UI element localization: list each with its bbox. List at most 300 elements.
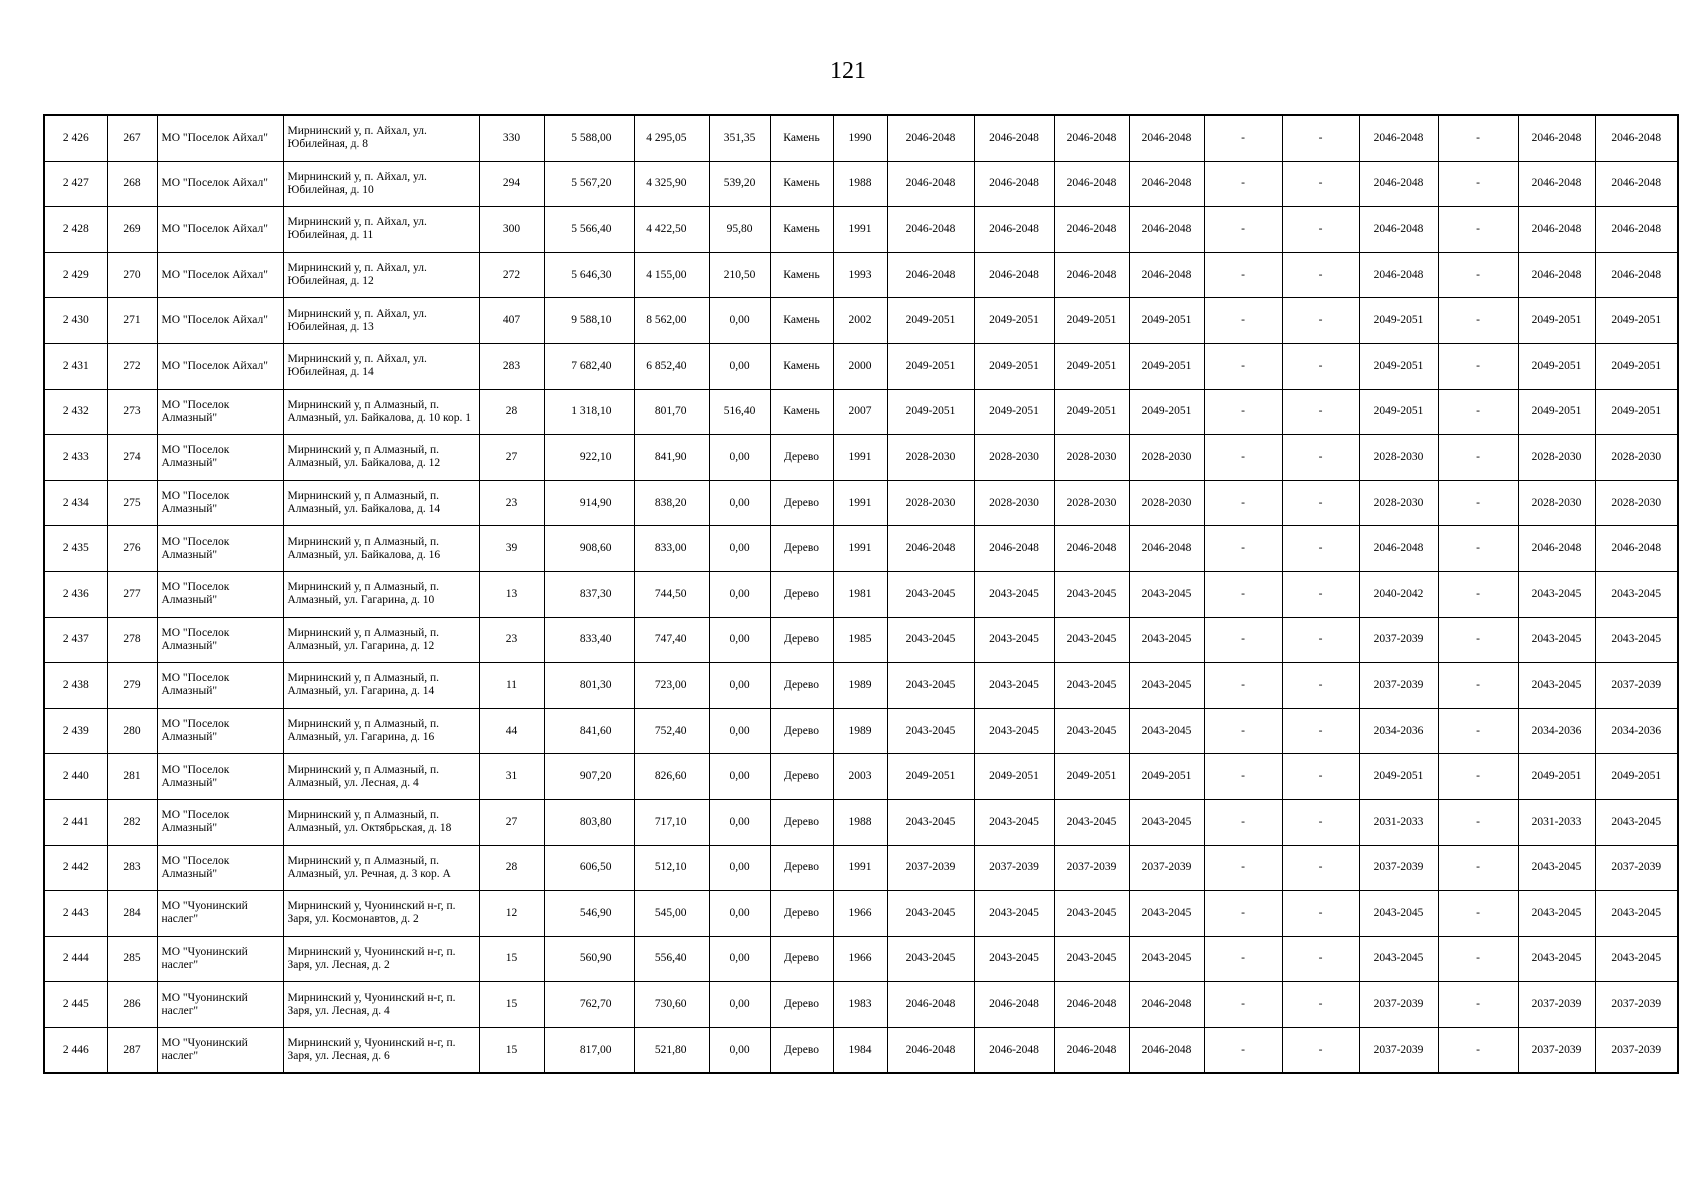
cell-period-hot-water: -: [1282, 982, 1359, 1028]
cell-period-gas: -: [1438, 982, 1518, 1028]
cell-residents: 27: [479, 799, 544, 845]
cell-wall-material: Дерево: [770, 1027, 833, 1073]
cell-address: Мирнинский у, Чуонинский н-г, п. Заря, ул. Лесная, д. 4: [283, 982, 479, 1028]
cell-period-foundation: 2046-2048: [1054, 161, 1129, 207]
cell-period-foundation: 2049-2051: [1054, 389, 1129, 435]
cell-wall-material: Дерево: [770, 617, 833, 663]
cell-build-year: 1966: [833, 936, 887, 982]
cell-build-year: 1991: [833, 435, 887, 481]
cell-build-year: 1985: [833, 617, 887, 663]
cell-residents: 283: [479, 343, 544, 389]
cell-period-basement: 2043-2045: [1595, 617, 1678, 663]
cell-period-sewer: 2028-2030: [1518, 480, 1595, 526]
cell-total-area: 914,90: [544, 480, 634, 526]
cell-period-heating: -: [1204, 799, 1282, 845]
cell-residents: 28: [479, 389, 544, 435]
cell-total-area: 9 588,10: [544, 298, 634, 344]
cell-period-basement: 2043-2045: [1595, 799, 1678, 845]
cell-build-year: 1966: [833, 891, 887, 937]
cell-residents: 27: [479, 435, 544, 481]
cell-period-cold-water: 2031-2033: [1359, 799, 1438, 845]
cell-municipality: МО "Поселок Алмазный": [157, 845, 283, 891]
cell-municipality: МО "Поселок Алмазный": [157, 571, 283, 617]
cell-period-heating: -: [1204, 571, 1282, 617]
cell-item-number: 282: [107, 799, 157, 845]
cell-address: Мирнинский у, п. Айхал, ул. Юбилейная, д. 12: [283, 252, 479, 298]
cell-item-number: 267: [107, 115, 157, 161]
cell-period-roof: 2043-2045: [887, 799, 974, 845]
cell-wall-material: Камень: [770, 252, 833, 298]
cell-item-number: 280: [107, 708, 157, 754]
cell-period-foundation: 2049-2051: [1054, 754, 1129, 800]
cell-period-facade: 2043-2045: [974, 571, 1054, 617]
cell-row-number: 2 445: [44, 982, 107, 1028]
cell-residents: 23: [479, 480, 544, 526]
cell-address: Мирнинский у, п. Айхал, ул. Юбилейная, д. 14: [283, 343, 479, 389]
cell-period-electric: 2043-2045: [1129, 708, 1204, 754]
cell-period-roof: 2037-2039: [887, 845, 974, 891]
cell-period-basement: 2049-2051: [1595, 343, 1678, 389]
cell-period-cold-water: 2037-2039: [1359, 663, 1438, 709]
cell-period-sewer: 2049-2051: [1518, 389, 1595, 435]
cell-period-electric: 2046-2048: [1129, 115, 1204, 161]
cell-build-year: 1988: [833, 799, 887, 845]
cell-period-sewer: 2034-2036: [1518, 708, 1595, 754]
cell-nonresidential-area: 0,00: [709, 845, 770, 891]
cell-period-gas: -: [1438, 526, 1518, 572]
table-row: [44, 115, 1678, 161]
cell-residents: 39: [479, 526, 544, 572]
cell-period-basement: 2046-2048: [1595, 161, 1678, 207]
cell-item-number: 275: [107, 480, 157, 526]
cell-living-area: 4 422,50: [634, 207, 709, 253]
cell-total-area: 908,60: [544, 526, 634, 572]
housing-register-table: [43, 114, 1679, 1074]
cell-address: Мирнинский у, п Алмазный, п. Алмазный, ул. Гагарина, д. 14: [283, 663, 479, 709]
cell-period-basement: 2049-2051: [1595, 298, 1678, 344]
cell-period-hot-water: -: [1282, 435, 1359, 481]
cell-period-heating: -: [1204, 708, 1282, 754]
cell-address: Мирнинский у, Чуонинский н-г, п. Заря, ул. Космонавтов, д. 2: [283, 891, 479, 937]
cell-period-cold-water: 2043-2045: [1359, 891, 1438, 937]
cell-period-hot-water: -: [1282, 708, 1359, 754]
cell-build-year: 2003: [833, 754, 887, 800]
cell-row-number: 2 426: [44, 115, 107, 161]
cell-nonresidential-area: 516,40: [709, 389, 770, 435]
cell-period-electric: 2049-2051: [1129, 389, 1204, 435]
cell-period-facade: 2043-2045: [974, 799, 1054, 845]
table-row: [44, 845, 1678, 891]
cell-row-number: 2 435: [44, 526, 107, 572]
cell-period-gas: -: [1438, 298, 1518, 344]
cell-item-number: 274: [107, 435, 157, 481]
cell-item-number: 284: [107, 891, 157, 937]
cell-period-facade: 2049-2051: [974, 298, 1054, 344]
cell-period-gas: -: [1438, 799, 1518, 845]
cell-living-area: 717,10: [634, 799, 709, 845]
cell-residents: 13: [479, 571, 544, 617]
cell-period-hot-water: -: [1282, 936, 1359, 982]
cell-period-roof: 2046-2048: [887, 526, 974, 572]
cell-period-electric: 2046-2048: [1129, 161, 1204, 207]
cell-period-roof: 2049-2051: [887, 389, 974, 435]
cell-period-electric: 2046-2048: [1129, 252, 1204, 298]
cell-nonresidential-area: 0,00: [709, 982, 770, 1028]
cell-period-electric: 2049-2051: [1129, 754, 1204, 800]
cell-address: Мирнинский у, п Алмазный, п. Алмазный, ул. Речная, д. 3 кор. А: [283, 845, 479, 891]
cell-row-number: 2 429: [44, 252, 107, 298]
cell-period-foundation: 2037-2039: [1054, 845, 1129, 891]
cell-living-area: 512,10: [634, 845, 709, 891]
cell-municipality: МО "Поселок Алмазный": [157, 389, 283, 435]
cell-wall-material: Дерево: [770, 982, 833, 1028]
cell-period-cold-water: 2046-2048: [1359, 207, 1438, 253]
cell-nonresidential-area: 210,50: [709, 252, 770, 298]
cell-address: Мирнинский у, Чуонинский н-г, п. Заря, ул. Лесная, д. 2: [283, 936, 479, 982]
cell-row-number: 2 443: [44, 891, 107, 937]
cell-row-number: 2 442: [44, 845, 107, 891]
cell-total-area: 7 682,40: [544, 343, 634, 389]
cell-period-cold-water: 2043-2045: [1359, 936, 1438, 982]
cell-period-heating: -: [1204, 115, 1282, 161]
cell-period-cold-water: 2049-2051: [1359, 343, 1438, 389]
cell-period-sewer: 2049-2051: [1518, 754, 1595, 800]
cell-wall-material: Дерево: [770, 845, 833, 891]
cell-period-electric: 2043-2045: [1129, 663, 1204, 709]
cell-period-facade: 2028-2030: [974, 435, 1054, 481]
cell-period-facade: 2043-2045: [974, 663, 1054, 709]
cell-period-heating: -: [1204, 298, 1282, 344]
cell-living-area: 556,40: [634, 936, 709, 982]
cell-period-gas: -: [1438, 663, 1518, 709]
cell-period-hot-water: -: [1282, 1027, 1359, 1073]
cell-period-cold-water: 2037-2039: [1359, 617, 1438, 663]
cell-period-cold-water: 2046-2048: [1359, 526, 1438, 572]
cell-wall-material: Камень: [770, 115, 833, 161]
cell-period-foundation: 2043-2045: [1054, 891, 1129, 937]
cell-nonresidential-area: 539,20: [709, 161, 770, 207]
cell-build-year: 1989: [833, 663, 887, 709]
cell-period-cold-water: 2049-2051: [1359, 754, 1438, 800]
cell-living-area: 8 562,00: [634, 298, 709, 344]
cell-build-year: 1988: [833, 161, 887, 207]
cell-row-number: 2 441: [44, 799, 107, 845]
cell-build-year: 2000: [833, 343, 887, 389]
cell-item-number: 269: [107, 207, 157, 253]
cell-item-number: 286: [107, 982, 157, 1028]
cell-period-heating: -: [1204, 754, 1282, 800]
cell-period-hot-water: -: [1282, 343, 1359, 389]
cell-period-gas: -: [1438, 435, 1518, 481]
cell-build-year: 1983: [833, 982, 887, 1028]
cell-total-area: 560,90: [544, 936, 634, 982]
cell-period-basement: 2043-2045: [1595, 936, 1678, 982]
cell-period-sewer: 2043-2045: [1518, 663, 1595, 709]
cell-period-facade: 2037-2039: [974, 845, 1054, 891]
cell-build-year: 1989: [833, 708, 887, 754]
cell-address: Мирнинский у, п. Айхал, ул. Юбилейная, д. 13: [283, 298, 479, 344]
cell-nonresidential-area: 0,00: [709, 480, 770, 526]
cell-total-area: 817,00: [544, 1027, 634, 1073]
table-row: [44, 617, 1678, 663]
cell-period-cold-water: 2046-2048: [1359, 252, 1438, 298]
cell-row-number: 2 444: [44, 936, 107, 982]
cell-living-area: 4 155,00: [634, 252, 709, 298]
cell-period-sewer: 2043-2045: [1518, 571, 1595, 617]
cell-period-cold-water: 2028-2030: [1359, 435, 1438, 481]
cell-nonresidential-area: 0,00: [709, 343, 770, 389]
cell-period-electric: 2043-2045: [1129, 571, 1204, 617]
cell-period-sewer: 2037-2039: [1518, 982, 1595, 1028]
cell-residents: 294: [479, 161, 544, 207]
table-row: [44, 161, 1678, 207]
cell-municipality: МО "Чуонинский наслег": [157, 982, 283, 1028]
table-row: [44, 207, 1678, 253]
cell-period-hot-water: -: [1282, 252, 1359, 298]
cell-period-basement: 2043-2045: [1595, 891, 1678, 937]
cell-municipality: МО "Поселок Алмазный": [157, 663, 283, 709]
cell-period-basement: 2043-2045: [1595, 571, 1678, 617]
cell-period-electric: 2046-2048: [1129, 1027, 1204, 1073]
cell-period-foundation: 2043-2045: [1054, 571, 1129, 617]
cell-period-gas: -: [1438, 343, 1518, 389]
cell-total-area: 801,30: [544, 663, 634, 709]
cell-period-heating: -: [1204, 343, 1282, 389]
cell-period-cold-water: 2046-2048: [1359, 161, 1438, 207]
cell-nonresidential-area: 0,00: [709, 891, 770, 937]
cell-nonresidential-area: 0,00: [709, 708, 770, 754]
cell-municipality: МО "Поселок Алмазный": [157, 526, 283, 572]
cell-period-heating: -: [1204, 389, 1282, 435]
cell-period-roof: 2043-2045: [887, 936, 974, 982]
cell-period-facade: 2046-2048: [974, 1027, 1054, 1073]
cell-period-basement: 2037-2039: [1595, 845, 1678, 891]
cell-period-roof: 2046-2048: [887, 115, 974, 161]
cell-period-roof: 2046-2048: [887, 252, 974, 298]
cell-nonresidential-area: 0,00: [709, 435, 770, 481]
cell-period-heating: -: [1204, 845, 1282, 891]
cell-period-hot-water: -: [1282, 754, 1359, 800]
cell-row-number: 2 432: [44, 389, 107, 435]
cell-period-hot-water: -: [1282, 891, 1359, 937]
cell-period-gas: -: [1438, 115, 1518, 161]
cell-item-number: 273: [107, 389, 157, 435]
cell-period-foundation: 2043-2045: [1054, 799, 1129, 845]
cell-living-area: 801,70: [634, 389, 709, 435]
cell-period-roof: 2043-2045: [887, 891, 974, 937]
cell-build-year: 2002: [833, 298, 887, 344]
cell-period-gas: -: [1438, 936, 1518, 982]
cell-item-number: 268: [107, 161, 157, 207]
cell-period-heating: -: [1204, 207, 1282, 253]
cell-residents: 31: [479, 754, 544, 800]
cell-item-number: 272: [107, 343, 157, 389]
table-row: [44, 1027, 1678, 1073]
cell-living-area: 723,00: [634, 663, 709, 709]
cell-item-number: 281: [107, 754, 157, 800]
cell-total-area: 5 646,30: [544, 252, 634, 298]
cell-item-number: 285: [107, 936, 157, 982]
cell-address: Мирнинский у, п Алмазный, п. Алмазный, ул. Гагарина, д. 10: [283, 571, 479, 617]
cell-period-heating: -: [1204, 252, 1282, 298]
cell-municipality: МО "Поселок Айхал": [157, 115, 283, 161]
cell-period-gas: -: [1438, 617, 1518, 663]
table-row: [44, 663, 1678, 709]
cell-period-basement: 2037-2039: [1595, 663, 1678, 709]
cell-period-gas: -: [1438, 571, 1518, 617]
cell-item-number: 271: [107, 298, 157, 344]
cell-residents: 272: [479, 252, 544, 298]
cell-period-facade: 2046-2048: [974, 526, 1054, 572]
cell-nonresidential-area: 0,00: [709, 754, 770, 800]
cell-period-heating: -: [1204, 982, 1282, 1028]
cell-period-sewer: 2043-2045: [1518, 891, 1595, 937]
cell-period-cold-water: 2049-2051: [1359, 298, 1438, 344]
cell-address: Мирнинский у, п Алмазный, п. Алмазный, ул. Байкалова, д. 10 кор. 1: [283, 389, 479, 435]
cell-build-year: 1990: [833, 115, 887, 161]
cell-period-facade: 2049-2051: [974, 343, 1054, 389]
cell-living-area: 833,00: [634, 526, 709, 572]
cell-period-electric: 2043-2045: [1129, 891, 1204, 937]
cell-period-roof: 2028-2030: [887, 480, 974, 526]
cell-wall-material: Камень: [770, 298, 833, 344]
cell-address: Мирнинский у, п Алмазный, п. Алмазный, ул. Лесная, д. 4: [283, 754, 479, 800]
cell-municipality: МО "Поселок Алмазный": [157, 435, 283, 481]
table-row: [44, 435, 1678, 481]
cell-period-sewer: 2049-2051: [1518, 298, 1595, 344]
cell-period-electric: 2046-2048: [1129, 982, 1204, 1028]
cell-period-heating: -: [1204, 891, 1282, 937]
cell-period-heating: -: [1204, 1027, 1282, 1073]
cell-living-area: 4 295,05: [634, 115, 709, 161]
cell-period-electric: 2043-2045: [1129, 936, 1204, 982]
cell-period-sewer: 2043-2045: [1518, 936, 1595, 982]
cell-wall-material: Камень: [770, 207, 833, 253]
cell-total-area: 5 567,20: [544, 161, 634, 207]
cell-period-sewer: 2046-2048: [1518, 526, 1595, 572]
cell-living-area: 747,40: [634, 617, 709, 663]
cell-residents: 330: [479, 115, 544, 161]
cell-period-foundation: 2046-2048: [1054, 982, 1129, 1028]
cell-period-electric: 2043-2045: [1129, 617, 1204, 663]
table-row: [44, 799, 1678, 845]
cell-address: Мирнинский у, п Алмазный, п. Алмазный, ул. Октябрьская, д. 18: [283, 799, 479, 845]
cell-living-area: 521,80: [634, 1027, 709, 1073]
cell-address: Мирнинский у, п Алмазный, п. Алмазный, ул. Байкалова, д. 14: [283, 480, 479, 526]
cell-row-number: 2 433: [44, 435, 107, 481]
cell-period-hot-water: -: [1282, 526, 1359, 572]
cell-period-foundation: 2046-2048: [1054, 207, 1129, 253]
table-row: [44, 526, 1678, 572]
cell-period-sewer: 2031-2033: [1518, 799, 1595, 845]
cell-period-electric: 2028-2030: [1129, 435, 1204, 481]
cell-wall-material: Дерево: [770, 571, 833, 617]
cell-period-hot-water: -: [1282, 617, 1359, 663]
cell-build-year: 1984: [833, 1027, 887, 1073]
cell-living-area: 826,60: [634, 754, 709, 800]
cell-row-number: 2 427: [44, 161, 107, 207]
cell-period-roof: 2043-2045: [887, 571, 974, 617]
cell-period-electric: 2046-2048: [1129, 207, 1204, 253]
cell-living-area: 744,50: [634, 571, 709, 617]
cell-living-area: 730,60: [634, 982, 709, 1028]
cell-nonresidential-area: 0,00: [709, 936, 770, 982]
cell-residents: 44: [479, 708, 544, 754]
cell-wall-material: Дерево: [770, 526, 833, 572]
cell-row-number: 2 439: [44, 708, 107, 754]
cell-build-year: 1991: [833, 480, 887, 526]
cell-period-electric: 2049-2051: [1129, 298, 1204, 344]
cell-build-year: 1993: [833, 252, 887, 298]
cell-period-hot-water: -: [1282, 571, 1359, 617]
cell-period-roof: 2046-2048: [887, 161, 974, 207]
cell-row-number: 2 436: [44, 571, 107, 617]
cell-residents: 12: [479, 891, 544, 937]
cell-nonresidential-area: 0,00: [709, 526, 770, 572]
cell-living-area: 841,90: [634, 435, 709, 481]
cell-period-hot-water: -: [1282, 161, 1359, 207]
cell-municipality: МО "Чуонинский наслег": [157, 936, 283, 982]
cell-nonresidential-area: 0,00: [709, 1027, 770, 1073]
cell-period-electric: 2043-2045: [1129, 799, 1204, 845]
table-row: [44, 891, 1678, 937]
cell-period-facade: 2046-2048: [974, 161, 1054, 207]
cell-period-sewer: 2046-2048: [1518, 207, 1595, 253]
cell-living-area: 545,00: [634, 891, 709, 937]
cell-period-roof: 2043-2045: [887, 617, 974, 663]
cell-address: Мирнинский у, п. Айхал, ул. Юбилейная, д. 11: [283, 207, 479, 253]
cell-period-gas: -: [1438, 480, 1518, 526]
cell-living-area: 6 852,40: [634, 343, 709, 389]
cell-period-foundation: 2046-2048: [1054, 115, 1129, 161]
cell-period-gas: -: [1438, 845, 1518, 891]
cell-residents: 15: [479, 982, 544, 1028]
cell-wall-material: Камень: [770, 161, 833, 207]
cell-municipality: МО "Поселок Алмазный": [157, 617, 283, 663]
cell-period-facade: 2028-2030: [974, 480, 1054, 526]
cell-period-hot-water: -: [1282, 663, 1359, 709]
cell-row-number: 2 434: [44, 480, 107, 526]
cell-period-foundation: 2046-2048: [1054, 526, 1129, 572]
cell-period-facade: 2049-2051: [974, 389, 1054, 435]
cell-period-gas: -: [1438, 161, 1518, 207]
cell-period-hot-water: -: [1282, 845, 1359, 891]
cell-period-hot-water: -: [1282, 799, 1359, 845]
cell-residents: 300: [479, 207, 544, 253]
cell-period-facade: 2046-2048: [974, 982, 1054, 1028]
cell-total-area: 5 588,00: [544, 115, 634, 161]
cell-municipality: МО "Поселок Алмазный": [157, 754, 283, 800]
table-row: [44, 936, 1678, 982]
cell-period-basement: 2037-2039: [1595, 982, 1678, 1028]
cell-period-heating: -: [1204, 617, 1282, 663]
cell-total-area: 833,40: [544, 617, 634, 663]
cell-nonresidential-area: 351,35: [709, 115, 770, 161]
cell-residents: 28: [479, 845, 544, 891]
cell-residents: 23: [479, 617, 544, 663]
table-row: [44, 480, 1678, 526]
cell-period-gas: -: [1438, 252, 1518, 298]
cell-address: Мирнинский у, п Алмазный, п. Алмазный, ул. Гагарина, д. 12: [283, 617, 479, 663]
cell-period-heating: -: [1204, 936, 1282, 982]
cell-period-facade: 2043-2045: [974, 617, 1054, 663]
cell-period-cold-water: 2028-2030: [1359, 480, 1438, 526]
cell-total-area: 762,70: [544, 982, 634, 1028]
cell-period-roof: 2043-2045: [887, 708, 974, 754]
cell-period-facade: 2046-2048: [974, 252, 1054, 298]
cell-period-heating: -: [1204, 161, 1282, 207]
cell-wall-material: Дерево: [770, 435, 833, 481]
